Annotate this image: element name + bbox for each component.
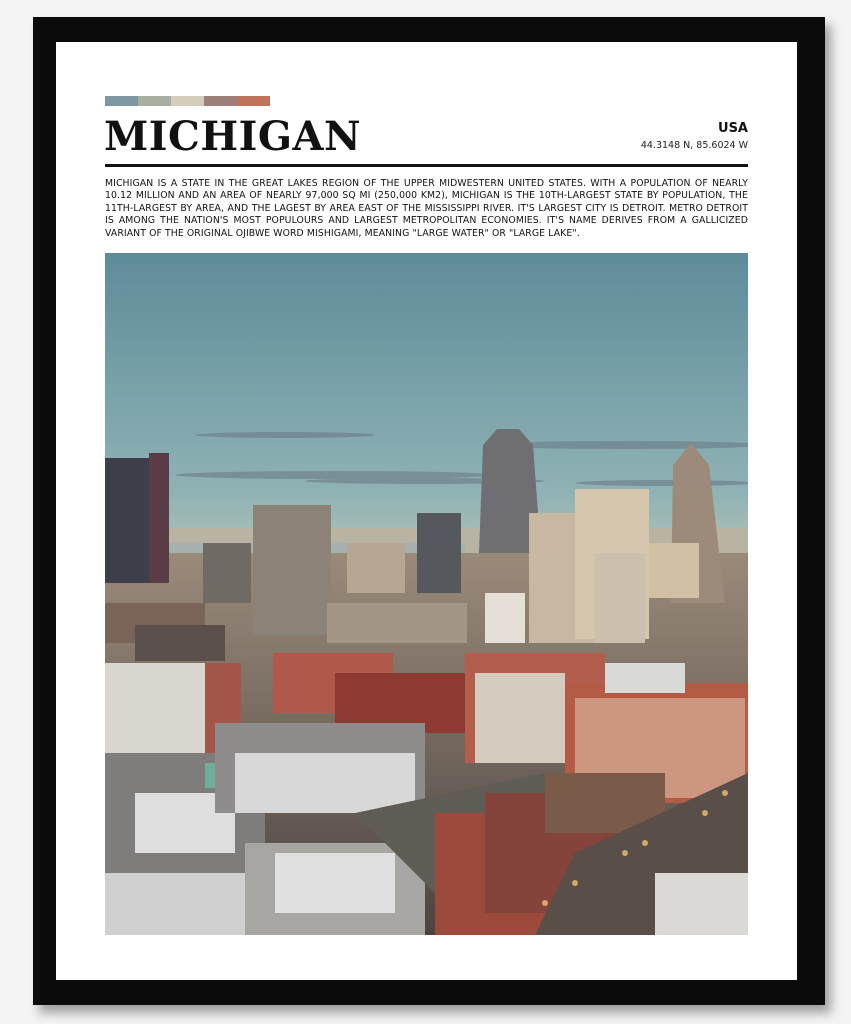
poster-title: MICHIGAN <box>104 113 362 160</box>
palette-swatch <box>237 96 270 106</box>
palette-swatch <box>138 96 171 106</box>
title-divider <box>105 164 748 167</box>
description-text: MICHIGAN IS A STATE IN THE GREAT LAKES REGION OF THE UPPER MIDWESTERN UNITED STATES. WITH A POPULATION OF NEARLY 10.12 MILLION AND AN AREA OF NEARLY 97,000 SQ MI (250,000 KM2), MICHIGAN IS THE 10TH-LARGEST STATE BY POPULATION, THE 11TH-LARGEST BY AREA, AND THE LAGEST BY AREA EAST OF THE MISSISSIPPI RIVER. IT'S LARGEST CITY IS DETROIT. METRO DETROIT IS AMONG THE NATION'S MOST POPULOURS AND LARGEST METROPOLITAN ECONOMIES. IT'S NAME DERIVES FROM A GALLICIZED VARIANT OF THE ORIGINAL OJIBWE WORD MISHIGAMI, MEANING "LARGE WATER" OR "LARGE LAKE". <box>105 178 748 239</box>
country-label: USA <box>718 121 748 136</box>
city-skyline-photo <box>105 253 748 935</box>
coordinates-label: 44.3148 N, 85.6024 W <box>640 140 748 151</box>
color-palette <box>105 96 270 106</box>
palette-swatch <box>105 96 138 106</box>
palette-swatch <box>204 96 237 106</box>
palette-swatch <box>171 96 204 106</box>
